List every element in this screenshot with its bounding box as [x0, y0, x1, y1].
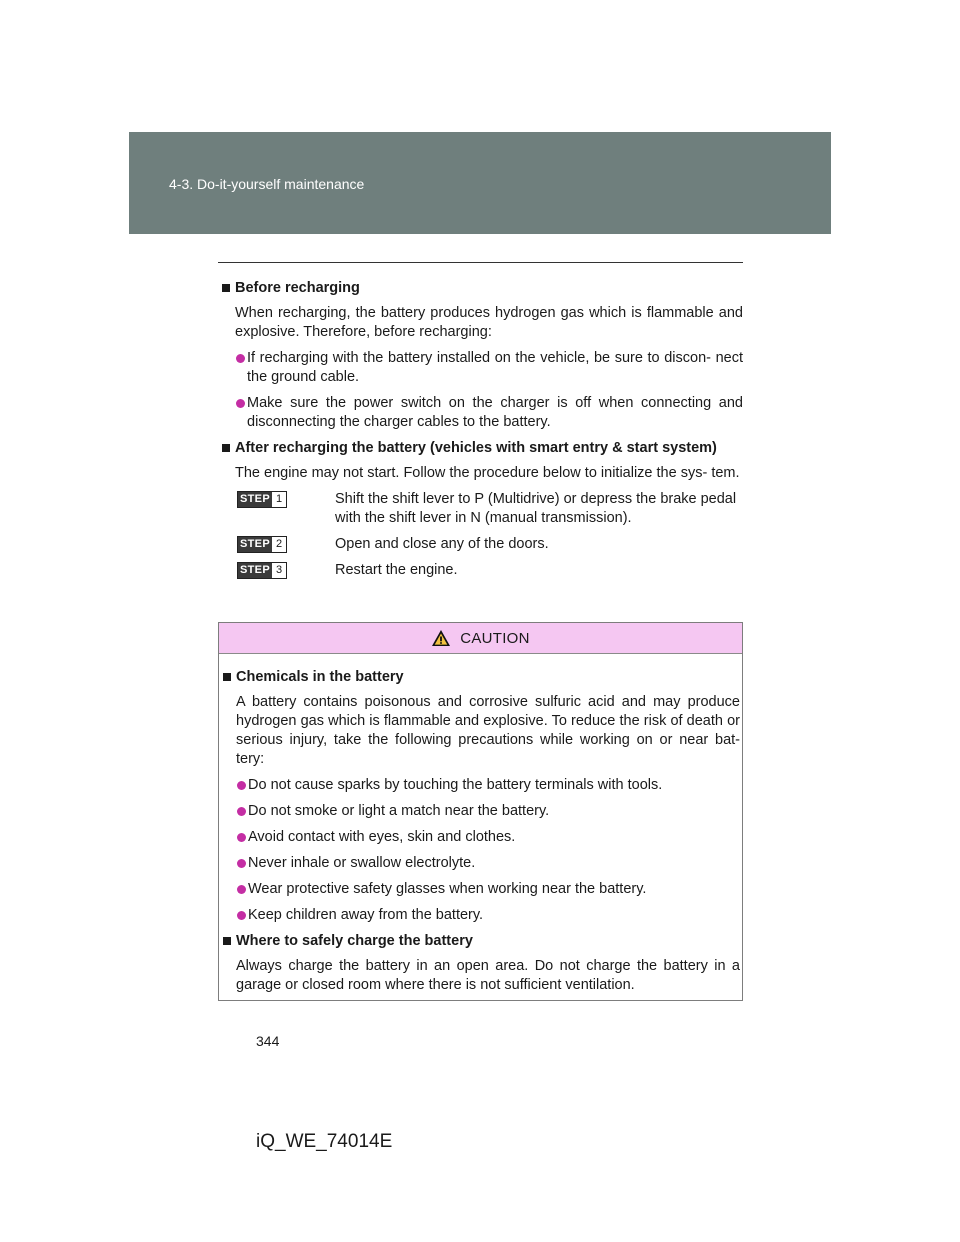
main-content [218, 279, 743, 587]
step-badge: STEP 1 [237, 491, 287, 508]
square-bullet-icon [223, 673, 231, 681]
top-divider [218, 262, 743, 263]
step-text: Open and close any of the doors. [335, 536, 549, 552]
list-item: Keep children away from the battery. [219, 906, 742, 925]
section-header-band [129, 132, 831, 234]
caution-body [219, 654, 742, 995]
after-recharging-heading: After recharging the battery (vehicles with smart entry & start system) [218, 439, 743, 458]
warning-triangle-icon [431, 629, 451, 647]
list-item: Never inhale or swallow electrolyte. [219, 854, 742, 873]
bullet-dot-icon [237, 885, 246, 894]
before-recharging-heading: Before recharging [218, 279, 743, 298]
section-title: 4-3. Do-it-yourself maintenance [169, 176, 365, 192]
caution-box [218, 622, 743, 1001]
before-recharging-intro: When recharging, the battery produces hydrogen gas which is flammable and explosive. Therefore, before recharging: [235, 305, 743, 340]
bullet-dot-icon [237, 911, 246, 920]
caution-header [219, 623, 742, 654]
square-bullet-icon [223, 937, 231, 945]
bullet-dot-icon [236, 399, 245, 408]
step-badge: STEP 3 [237, 562, 287, 579]
bullet-dot-icon [237, 807, 246, 816]
list-item: Wear protective safety glasses when working near the battery. [219, 880, 742, 899]
step-item [218, 490, 743, 528]
step-item [218, 561, 743, 580]
step-item [218, 535, 743, 554]
step-badge: STEP 2 [237, 536, 287, 553]
page-number: 344 [256, 1033, 280, 1049]
safe-charge-heading: Where to safely charge the battery [219, 932, 742, 951]
safe-charge-text: Always charge the battery in an open area. Do not charge the battery in a garage or closed room where there is not sufficient ventilation. [236, 958, 740, 993]
chemicals-intro: A battery contains poisonous and corrosive sulfuric acid and may produce hydrogen gas which is flammable and explosive. To reduce the risk of death or serious injury, take the following precautions while working on or near bat- tery: [236, 694, 740, 767]
caution-label: CAUTION [460, 629, 530, 647]
bullet-dot-icon [237, 859, 246, 868]
bullet-dot-icon [237, 833, 246, 842]
list-item: Do not smoke or light a match near the battery. [219, 802, 742, 821]
step-text: Restart the engine. [335, 562, 458, 578]
list-item: Make sure the power switch on the charger is off when connecting and disconnecting the charger cables to the battery. [218, 394, 743, 432]
square-bullet-icon [222, 284, 230, 292]
list-item: If recharging with the battery installed on the vehicle, be sure to discon- nect the ground cable. [218, 349, 743, 387]
bullet-dot-icon [237, 781, 246, 790]
bullet-dot-icon [236, 354, 245, 363]
list-item: Do not cause sparks by touching the battery terminals with tools. [219, 776, 742, 795]
step-text: Shift the shift lever to P (Multidrive) or depress the brake pedal with the shift lever in N (manual transmission). [335, 491, 737, 526]
after-recharging-intro: The engine may not start. Follow the procedure below to initialize the sys- tem. [235, 465, 740, 481]
chemicals-heading: Chemicals in the battery [219, 668, 742, 687]
square-bullet-icon [222, 444, 230, 452]
list-item: Avoid contact with eyes, skin and clothes. [219, 828, 742, 847]
document-code: iQ_WE_74014E [256, 1131, 393, 1152]
